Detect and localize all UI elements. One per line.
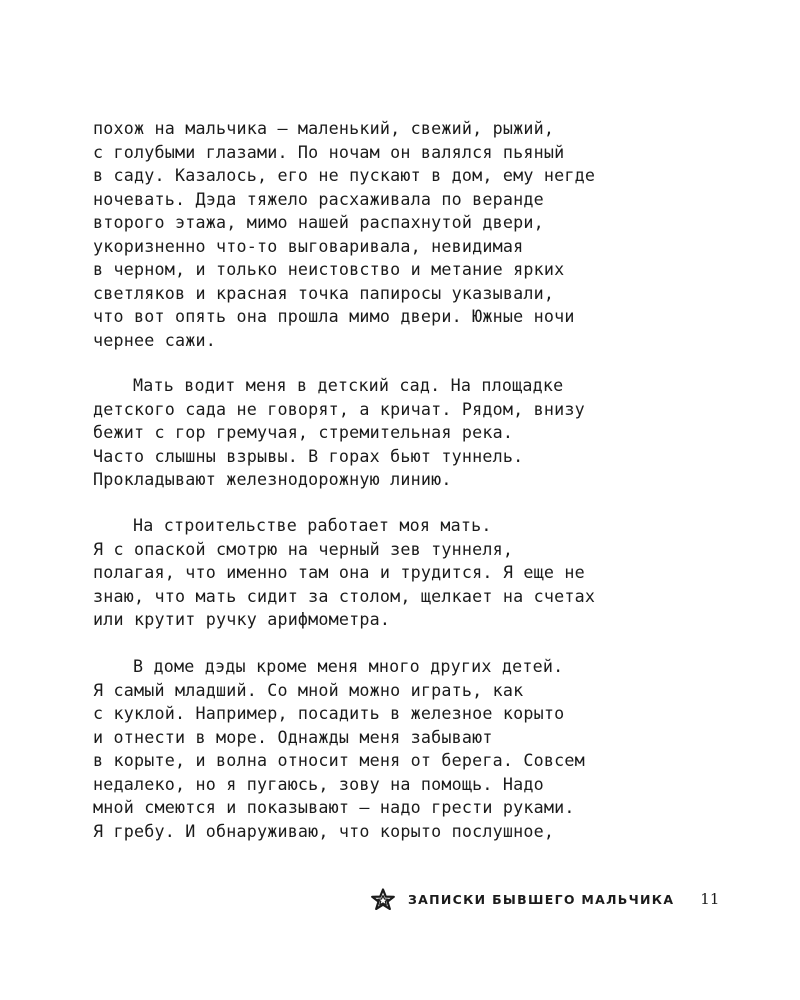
text-line: чернее сажи. xyxy=(93,329,216,350)
paragraph-2 xyxy=(93,374,713,492)
text-line: в черном, и только неистовство и метание ярких xyxy=(93,259,565,279)
text-line: и отнести в море. Однажды меня забывают xyxy=(93,726,493,747)
text-line-indented: В доме дэды кроме меня много других детей. xyxy=(133,656,564,676)
page-number: 11 xyxy=(700,890,720,908)
text-line: мной смеются и показывают — надо грести руками. xyxy=(93,797,575,817)
text-line: бежит с гор гремучая, стремительная река. xyxy=(93,422,514,442)
text-line-indented: На строительстве работает моя мать. xyxy=(133,515,492,535)
text-line: укоризненно что-то выговаривала, невидимая xyxy=(93,235,524,256)
paragraph-4 xyxy=(93,655,713,843)
text-line: в корыте, и волна относит меня от берега. Совсем xyxy=(93,750,585,770)
text-line: с куклой. Например, посадить в железное корыто xyxy=(93,703,565,723)
text-line: знаю, что мать сидит за столом, щелкает на счетах xyxy=(93,585,596,606)
text-line: Я с опаской смотрю на черный зев туннеля, xyxy=(93,538,514,559)
text-line: или крутит ручку арифмометра. xyxy=(93,609,391,629)
text-line: детского сада не говорят, а кричат. Рядом, внизу xyxy=(93,398,585,419)
text-line: полагая, что именно там она и трудится. Я еще не xyxy=(93,562,585,582)
text-line: второго этажа, мимо нашей распахнутой двери, xyxy=(93,212,544,232)
text-line: что вот опять она прошла мимо двери. Южные ночи xyxy=(93,306,575,326)
text-line: похож на мальчика — маленький, свежий, рыжий, xyxy=(93,118,555,138)
text-line: недалеко, но я пугаюсь, зову на помощь. Надо xyxy=(93,773,544,794)
paragraph-1 xyxy=(93,117,713,352)
star-icon xyxy=(370,888,396,910)
text-line: Часто слышны взрывы. В горах бьют туннель. xyxy=(93,445,524,466)
text-line: Прокладывают железнодорожную линию. xyxy=(93,469,452,489)
text-line-indented: Мать водит меня в детский сад. На площадке xyxy=(133,375,564,395)
text-line: Я самый младший. Со мной можно играть, как xyxy=(93,679,524,700)
text-line: ночевать. Дэда тяжело расхаживала по веранде xyxy=(93,188,544,209)
paragraph-3 xyxy=(93,514,713,632)
text-line: Я гребу. И обнаруживаю, что корыто послушное, xyxy=(93,820,555,841)
text-line: с голубыми глазами. По ночам он валялся пьяный xyxy=(93,141,565,162)
text-line: в саду. Казалось, его не пускают в дом, ему негде xyxy=(93,165,596,185)
running-footer xyxy=(370,888,719,910)
text-line: светляков и красная точка папиросы указывали, xyxy=(93,282,555,303)
book-title: ЗАПИСКИ БЫВШЕГО МАЛЬЧИКА xyxy=(408,891,675,907)
